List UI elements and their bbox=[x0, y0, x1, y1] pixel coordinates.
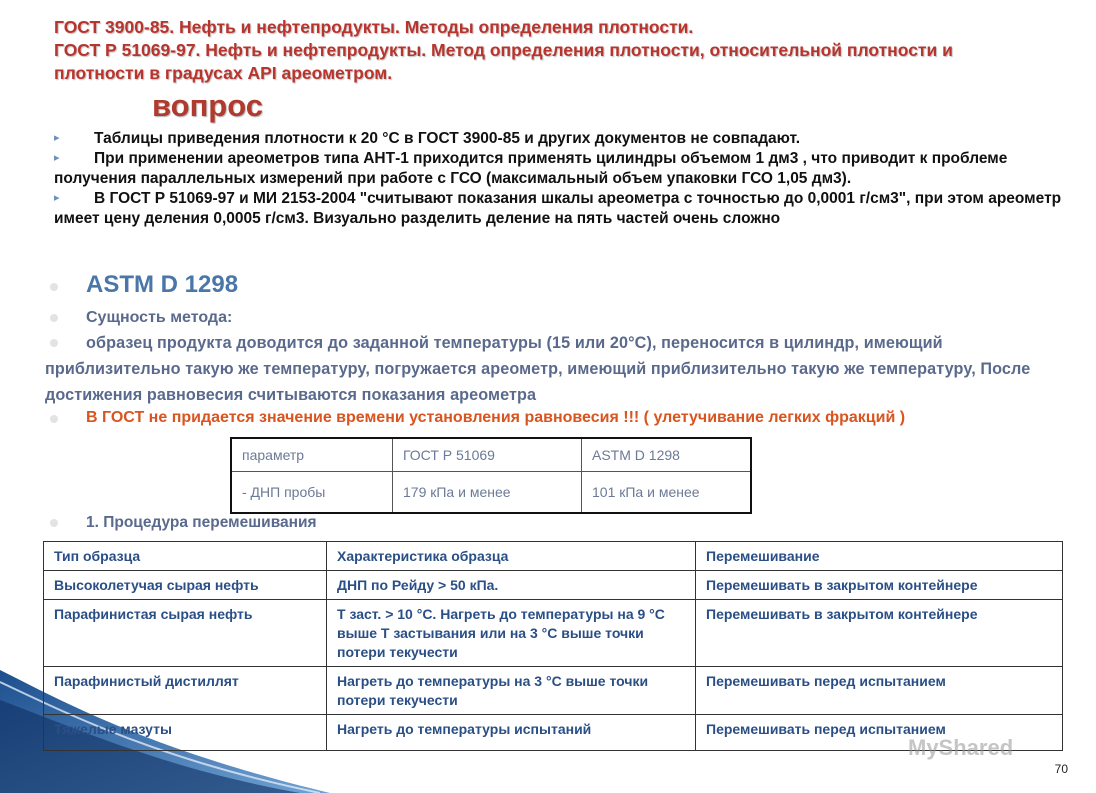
comparison-table bbox=[230, 437, 752, 514]
table-cell: 179 кПа и менее bbox=[393, 472, 582, 514]
table-cell: параметр bbox=[231, 438, 393, 472]
bullet-text: При применении ареометров типа АНТ-1 приходится применять цилиндры объемом 1 дм3 , что приводит к проблеме получения параллельных измерений при работе с ГСО (максимальный объем упаковки ГСО 1,05 дм3). bbox=[54, 150, 1008, 187]
table-cell: Парафинистый дистиллят bbox=[44, 667, 327, 715]
table-cell: Перемешивать перед испытанием bbox=[696, 667, 1063, 715]
table-cell: ГОСТ Р 51069 bbox=[393, 438, 582, 472]
bullet-item bbox=[54, 149, 1064, 189]
table-cell: Высоколетучая сырая нефть bbox=[44, 571, 327, 600]
dot-bullet-icon bbox=[50, 314, 58, 322]
table-row bbox=[44, 571, 1063, 600]
table-cell: Перемешивать перед испытанием bbox=[696, 715, 1063, 751]
subtitle-question: вопрос bbox=[152, 88, 264, 123]
bullet-item bbox=[54, 129, 1064, 149]
title-line-3: плотности в градусах API ареометром. bbox=[54, 63, 393, 83]
dot-bullet-icon bbox=[50, 283, 58, 291]
table-row bbox=[44, 667, 1063, 715]
table-cell: 101 кПа и менее bbox=[582, 472, 752, 514]
arrow-bullet-icon: ▸ bbox=[54, 132, 60, 144]
table-cell: Нагреть до температуры испытаний bbox=[327, 715, 696, 751]
table-cell: Нагреть до температуры на 3 °С выше точки потери текучести bbox=[327, 667, 696, 715]
slide-title bbox=[54, 16, 1054, 85]
method-description bbox=[45, 330, 1075, 408]
table-cell: Т заст. > 10 °С. Нагреть до температуры на 9 °С выше Т застывания или на 3 °С выше точки потери текучести bbox=[327, 600, 696, 667]
table-cell: ASTM D 1298 bbox=[582, 438, 752, 472]
table-cell: ДНП по Рейду > 50 кПа. bbox=[327, 571, 696, 600]
bullet-item bbox=[54, 189, 1064, 229]
table-row bbox=[231, 472, 751, 514]
table-cell: Парафинистая сырая нефть bbox=[44, 600, 327, 667]
table-cell: Перемешивать в закрытом контейнере bbox=[696, 600, 1063, 667]
table-header-cell: Перемешивание bbox=[696, 542, 1063, 571]
table-cell: - ДНП пробы bbox=[231, 472, 393, 514]
table-header-cell: Тип образца bbox=[44, 542, 327, 571]
procedure-label: 1. Процедура перемешивания bbox=[86, 514, 317, 531]
watermark-logo: MyShared bbox=[908, 735, 1014, 760]
mixing-table bbox=[43, 541, 1063, 751]
bullet-list bbox=[54, 129, 1064, 229]
bullet-text: Таблицы приведения плотности к 20 °С в ГОСТ 3900-85 и других документов не совпадают. bbox=[94, 130, 801, 147]
bullet-text: В ГОСТ Р 51069-97 и МИ 2153-2004 "считывают показания шкалы ареометра с точностью до 0,0001 г/см3", при этом ареометр имеет цену деления 0,0005 г/см3. Визуально разделить деление на пять частей очень сложно bbox=[54, 190, 1062, 227]
method-essence-label: Сущность метода: bbox=[86, 309, 233, 326]
arrow-bullet-icon: ▸ bbox=[54, 192, 60, 204]
table-row bbox=[44, 600, 1063, 667]
table-cell: Перемешивать в закрытом контейнере bbox=[696, 571, 1063, 600]
method-description-text: образец продукта доводится до заданной температуры (15 или 20°С), переносится в цилиндр, имеющий приблизительно такую же температуру, погружается ареометр, имеющий приблизительно такую же температуру, После достижения равновесия считываются показания ареометра bbox=[45, 334, 1031, 404]
table-header-row bbox=[44, 542, 1063, 571]
arrow-bullet-icon: ▸ bbox=[54, 152, 60, 164]
page-number: 70 bbox=[1054, 762, 1068, 776]
title-line-1: ГОСТ 3900-85. Нефть и нефтепродукты. Методы определения плотности. bbox=[54, 17, 694, 37]
astm-heading: ASTM D 1298 bbox=[86, 271, 239, 298]
dot-bullet-icon bbox=[50, 519, 58, 527]
table-cell: Тяжелые мазуты bbox=[44, 715, 327, 751]
title-line-2: ГОСТ Р 51069-97. Нефть и нефтепродукты. Метод определения плотности, относительной плотности и bbox=[54, 40, 953, 60]
table-row bbox=[231, 438, 751, 472]
dot-bullet-icon bbox=[50, 415, 58, 423]
table-header-cell: Характеристика образца bbox=[327, 542, 696, 571]
gost-equilibrium-note: В ГОСТ не придается значение времени установления равновесия !!! ( улетучивание легких фракций ) bbox=[86, 409, 906, 426]
